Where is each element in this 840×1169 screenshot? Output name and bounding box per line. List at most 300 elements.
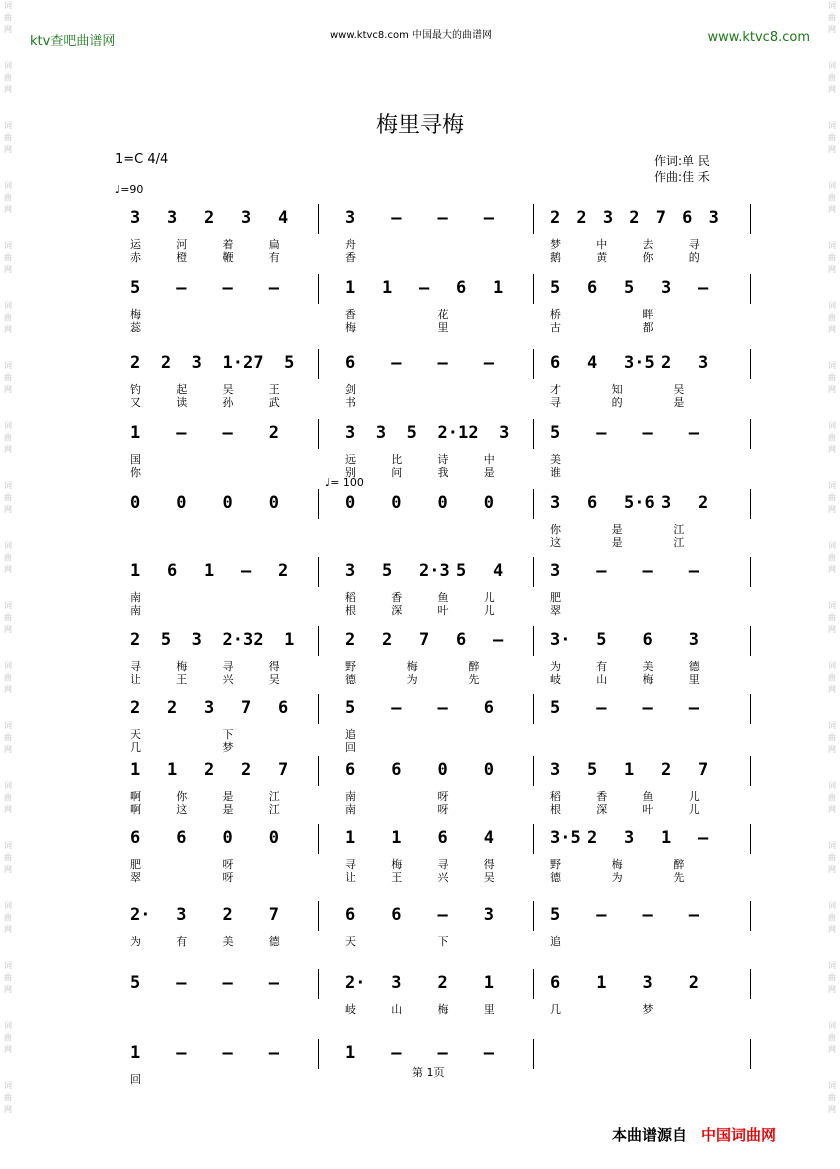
barline (318, 969, 319, 999)
note: 3 (602, 208, 614, 228)
note: — (268, 1043, 279, 1063)
note: — (483, 208, 494, 228)
lyric: 为 (611, 871, 623, 884)
lyric: 花 (437, 308, 449, 321)
barline (750, 969, 751, 999)
lyric: 梅 (642, 673, 654, 686)
note: 1 (204, 561, 215, 581)
note: 3 (688, 630, 699, 650)
side-mark: 词曲网 (4, 1, 12, 34)
lyric: 南 (130, 604, 141, 617)
lyric: 吴 (268, 673, 280, 686)
note: 2 (382, 630, 393, 650)
note: 3 (550, 493, 561, 513)
lyric: 德 (688, 660, 700, 673)
barline (318, 756, 319, 786)
barline (750, 349, 751, 379)
note: — (688, 905, 699, 925)
note: 2 (587, 828, 598, 848)
lyric: 寻 (437, 858, 449, 871)
note: 2·3 (419, 561, 450, 581)
note: 2 (688, 973, 699, 993)
side-mark: 词曲网 (828, 841, 836, 874)
note: 5 (624, 278, 635, 298)
lyric: 是 (611, 536, 623, 549)
note: — (437, 905, 448, 925)
lyric: 江 (268, 803, 280, 816)
barline (533, 694, 534, 724)
lyric: 孙 (222, 396, 234, 409)
source-label: 本曲谱源自 (612, 1126, 688, 1144)
note: — (268, 278, 279, 298)
note: 1 (382, 278, 393, 298)
lyric: 才 (550, 383, 561, 396)
note: 6 (682, 208, 693, 228)
note: 3 (191, 630, 202, 650)
note: 6 (167, 561, 178, 581)
lyric: 着 (222, 238, 234, 251)
note: 0 (437, 760, 448, 780)
side-mark: 词曲网 (828, 301, 836, 334)
score-system (0, 208, 840, 278)
side-mark: 词曲网 (828, 601, 836, 634)
note: 0 (222, 828, 233, 848)
score-system (0, 493, 840, 563)
note: 7 (241, 698, 252, 718)
side-mark: 词曲网 (4, 61, 12, 94)
note: 7 (268, 905, 279, 925)
lyric: 寻 (130, 660, 141, 673)
note: 1 (345, 828, 356, 848)
barline (318, 1039, 319, 1069)
barline (750, 489, 751, 519)
side-mark: 词曲网 (4, 1081, 12, 1114)
note: 3 (130, 208, 141, 228)
lyric: 的 (688, 251, 700, 264)
lyric: 深 (596, 803, 608, 816)
barline (318, 419, 319, 449)
note: 5 (130, 278, 141, 298)
barline (750, 901, 751, 931)
note: 3 (345, 423, 356, 443)
note: 6 (456, 630, 467, 650)
note: 2· (345, 973, 366, 993)
note: 6 (550, 973, 561, 993)
note: 1 (345, 278, 356, 298)
lyric: 南 (130, 591, 141, 604)
note: 5 (160, 630, 172, 650)
lyric: 你 (176, 790, 188, 803)
score-system (0, 905, 840, 975)
lyric: 下 (437, 935, 449, 948)
lyric: 是 (673, 396, 685, 409)
note: — (642, 561, 653, 581)
note: 2 (222, 905, 233, 925)
note: — (176, 973, 187, 993)
lyric: 鱼 (642, 790, 654, 803)
score-system (0, 698, 840, 768)
header-left: ktv查吧曲谱网 (30, 34, 116, 49)
note: — (642, 905, 653, 925)
lyric: 中 (483, 453, 495, 466)
lyric: 吴 (483, 871, 495, 884)
note: — (596, 698, 607, 718)
lyric: 谁 (550, 466, 561, 479)
note: 1 (130, 561, 141, 581)
note: — (437, 208, 448, 228)
lyric: 赤 (130, 251, 141, 264)
source-footer (612, 1124, 776, 1145)
note: 4 (278, 208, 289, 228)
lyric: 有 (596, 660, 608, 673)
note: 2 (661, 353, 672, 373)
note: 7 (253, 353, 264, 373)
note: 7 (278, 760, 289, 780)
barline (533, 969, 534, 999)
lyric: 香 (391, 591, 403, 604)
side-mark: 词曲网 (4, 541, 12, 574)
side-mark: 词曲网 (828, 481, 836, 514)
note: 5 (406, 423, 417, 443)
lyric: 香 (596, 790, 608, 803)
side-mark: 词曲网 (4, 781, 12, 814)
note: — (391, 698, 402, 718)
lyric: 让 (345, 871, 356, 884)
note: 3 (483, 905, 494, 925)
lyric: 桥 (550, 308, 561, 321)
score-system (0, 828, 840, 898)
barline (533, 1039, 534, 1069)
note: 2·3 (222, 630, 254, 650)
source-name: 中国词曲网 (701, 1126, 777, 1144)
barline (750, 1039, 751, 1069)
lyric: 里 (483, 1003, 495, 1016)
note: — (222, 423, 233, 443)
note: — (391, 353, 402, 373)
note: 3 (191, 353, 202, 373)
lyric: 鱼 (437, 591, 449, 604)
lyric: 下 (222, 728, 234, 741)
lyric: 呀 (222, 858, 234, 871)
lyric: 梦 (550, 238, 561, 251)
note: 3 (661, 493, 672, 513)
lyric: 岐 (550, 673, 561, 686)
note: 1 (130, 423, 141, 443)
lyric: 鞭 (222, 251, 234, 264)
lyric: 回 (130, 1073, 141, 1086)
lyric: 翠 (550, 604, 561, 617)
lyric: 先 (468, 673, 480, 686)
side-mark: 词曲网 (828, 1, 836, 34)
lyric: 追 (345, 728, 356, 741)
lyric: 鹅 (550, 251, 561, 264)
note: — (222, 1043, 233, 1063)
tempo-change: ♩= 100 (325, 476, 364, 489)
note: 3· (550, 630, 571, 650)
lyric: 叶 (437, 604, 449, 617)
lyric: 啊 (130, 790, 141, 803)
note: — (391, 1043, 402, 1063)
note: — (493, 630, 504, 650)
note: 2 (241, 760, 252, 780)
side-mark: 词曲网 (828, 241, 836, 274)
lyric: 醉 (673, 858, 685, 871)
lyric: 梦 (222, 741, 234, 754)
lyric: 你 (642, 251, 654, 264)
side-mark: 词曲网 (4, 601, 12, 634)
lyric: 野 (550, 858, 561, 871)
lyric: 天 (345, 935, 356, 948)
lyric: 呀 (437, 803, 449, 816)
barline (750, 824, 751, 854)
composer-credit: 作曲:佳 禾 (654, 170, 710, 184)
lyric: 蕊 (130, 321, 141, 334)
lyric: 得 (483, 858, 495, 871)
side-mark: 词曲网 (4, 721, 12, 754)
note: — (268, 973, 279, 993)
key-signature: 1=C 4/4 (115, 152, 169, 167)
lyric: 是 (483, 466, 495, 479)
lyric: 天 (130, 728, 141, 741)
barline (533, 349, 534, 379)
note: 3 (241, 208, 252, 228)
lyric: 香 (345, 251, 356, 264)
lyric: 有 (176, 935, 188, 948)
note: 2 (268, 423, 279, 443)
barline (750, 274, 751, 304)
lyric: 里 (437, 321, 449, 334)
lyric: 肥 (550, 591, 561, 604)
lyric: 里 (688, 673, 700, 686)
note: 1·2 (222, 353, 254, 373)
lyric: 根 (550, 803, 561, 816)
side-mark: 词曲网 (4, 121, 12, 154)
lyric: 这 (176, 803, 188, 816)
lyric: 你 (130, 466, 141, 479)
note: 1 (493, 278, 504, 298)
lyric: 畔 (642, 308, 654, 321)
lyric: 你 (550, 523, 561, 536)
note: — (698, 278, 709, 298)
note: — (176, 278, 187, 298)
note: 1 (345, 1043, 356, 1063)
barline (750, 694, 751, 724)
note: 5·6 (624, 493, 655, 513)
note: — (222, 973, 233, 993)
note: 1 (284, 630, 295, 650)
note: 0 (130, 493, 141, 513)
note: 1 (391, 828, 402, 848)
note: 3 (698, 353, 709, 373)
note: 3 (345, 208, 356, 228)
lyric: 王 (391, 871, 403, 884)
lyric: 先 (673, 871, 685, 884)
note: — (419, 278, 430, 298)
lyric: 河 (176, 238, 188, 251)
note: 5 (550, 905, 561, 925)
note: 2 (204, 208, 215, 228)
note: 3 (391, 973, 402, 993)
note: 7 (419, 630, 430, 650)
note: 6 (176, 828, 187, 848)
lyric: 叶 (642, 803, 654, 816)
side-mark: 词曲网 (4, 421, 12, 454)
lyric: 儿 (688, 790, 700, 803)
side-mark: 词曲网 (4, 241, 12, 274)
side-mark: 词曲网 (4, 181, 12, 214)
barline (318, 489, 319, 519)
barline (533, 824, 534, 854)
lyric: 的 (611, 396, 623, 409)
lyric: 儿 (688, 803, 700, 816)
barline (318, 901, 319, 931)
barline (533, 489, 534, 519)
note: — (483, 353, 494, 373)
lyric: 美 (550, 453, 561, 466)
note: 3·5 (624, 353, 655, 373)
note: 0 (268, 828, 279, 848)
lyric: 啊 (130, 803, 141, 816)
note: 5 (587, 760, 598, 780)
note: 4 (483, 828, 494, 848)
barline (750, 557, 751, 587)
lyric: 梅 (176, 660, 188, 673)
lyric: 扁 (268, 238, 280, 251)
header-middle: www.ktvc8.com 中国最大的曲谱网 (330, 30, 493, 41)
lyric: 野 (345, 660, 356, 673)
lyric: 美 (222, 935, 234, 948)
note: 2 (204, 760, 215, 780)
note: — (437, 698, 448, 718)
score-system (0, 973, 840, 1043)
note: 7 (698, 760, 709, 780)
note: 2 (160, 353, 172, 373)
note: 3 (499, 423, 510, 443)
note: 3 (550, 760, 561, 780)
lyric: 儿 (483, 604, 495, 617)
note: 2 (468, 423, 479, 443)
note: 7 (655, 208, 666, 228)
lyric: 是 (611, 523, 623, 536)
lyric: 江 (268, 790, 280, 803)
note: 5 (596, 630, 607, 650)
note: — (483, 1043, 494, 1063)
side-mark: 词曲网 (828, 1021, 836, 1054)
lyric: 比 (391, 453, 403, 466)
note: 2 (278, 561, 289, 581)
note: — (688, 423, 699, 443)
note: 2 (130, 698, 141, 718)
note: 5 (456, 561, 467, 581)
note: 0 (345, 493, 356, 513)
note: 3 (624, 828, 635, 848)
note: 0 (437, 493, 448, 513)
lyric: 读 (176, 396, 188, 409)
note: 2 (130, 353, 141, 373)
page-number: 第 1页 (412, 1066, 445, 1079)
note: 6 (278, 698, 289, 718)
lyric: 吴 (673, 383, 685, 396)
note: 0 (483, 760, 494, 780)
score-title: 梅里寻梅 (375, 113, 464, 138)
lyric: 梅 (437, 1003, 449, 1016)
note: 5 (550, 423, 561, 443)
lyric: 王 (176, 673, 188, 686)
note: 2 (550, 208, 561, 228)
lyric: 江 (673, 536, 685, 549)
note: 0 (483, 493, 494, 513)
side-mark: 词曲网 (4, 901, 12, 934)
lyric: 为 (406, 673, 418, 686)
note: 3 (550, 561, 561, 581)
lyric: 运 (130, 238, 141, 251)
lyric: 诗 (437, 453, 449, 466)
score-system (0, 423, 840, 493)
lyric: 远 (345, 453, 356, 466)
side-mark: 词曲网 (4, 961, 12, 994)
side-mark: 词曲网 (4, 301, 12, 334)
side-mark: 词曲网 (828, 721, 836, 754)
side-mark: 词曲网 (828, 541, 836, 574)
lyric: 几 (130, 741, 141, 754)
note: 0 (391, 493, 402, 513)
note: 1 (130, 1043, 141, 1063)
barline (318, 824, 319, 854)
lyric: 几 (550, 1003, 561, 1016)
note: 5 (345, 698, 356, 718)
note: — (642, 423, 653, 443)
lyric: 深 (391, 604, 403, 617)
note: 0 (268, 493, 279, 513)
lyric: 山 (391, 1003, 403, 1016)
note: 2 (576, 208, 587, 228)
lyric: 江 (673, 523, 685, 536)
lyric: 呀 (222, 871, 234, 884)
note: 6 (345, 905, 356, 925)
lyric: 梅 (391, 858, 403, 871)
note: 5 (550, 698, 561, 718)
lyric: 寻 (550, 396, 561, 409)
lyric: 知 (611, 383, 623, 396)
note: — (596, 423, 607, 443)
barline (533, 756, 534, 786)
lyric: 得 (268, 660, 280, 673)
lyric: 稻 (345, 591, 356, 604)
score-system (0, 353, 840, 423)
lyric: 梦 (642, 1003, 654, 1016)
note: 3 (176, 905, 187, 925)
note: — (176, 1043, 187, 1063)
note: 3 (375, 423, 387, 443)
barline (318, 694, 319, 724)
side-mark: 词曲网 (828, 421, 836, 454)
barline (318, 204, 319, 234)
barline (533, 274, 534, 304)
note: 6 (391, 760, 402, 780)
lyric: 德 (550, 871, 561, 884)
lyric: 寻 (345, 858, 356, 871)
side-mark: 词曲网 (828, 61, 836, 94)
lyric: 橙 (176, 251, 188, 264)
side-mark: 词曲网 (4, 1021, 12, 1054)
note: — (241, 561, 252, 581)
lyric: 我 (437, 466, 449, 479)
lyric: 梅 (406, 660, 418, 673)
lyric: 又 (130, 396, 141, 409)
side-mark: 词曲网 (828, 961, 836, 994)
note: — (642, 698, 653, 718)
note: 3 (167, 208, 178, 228)
